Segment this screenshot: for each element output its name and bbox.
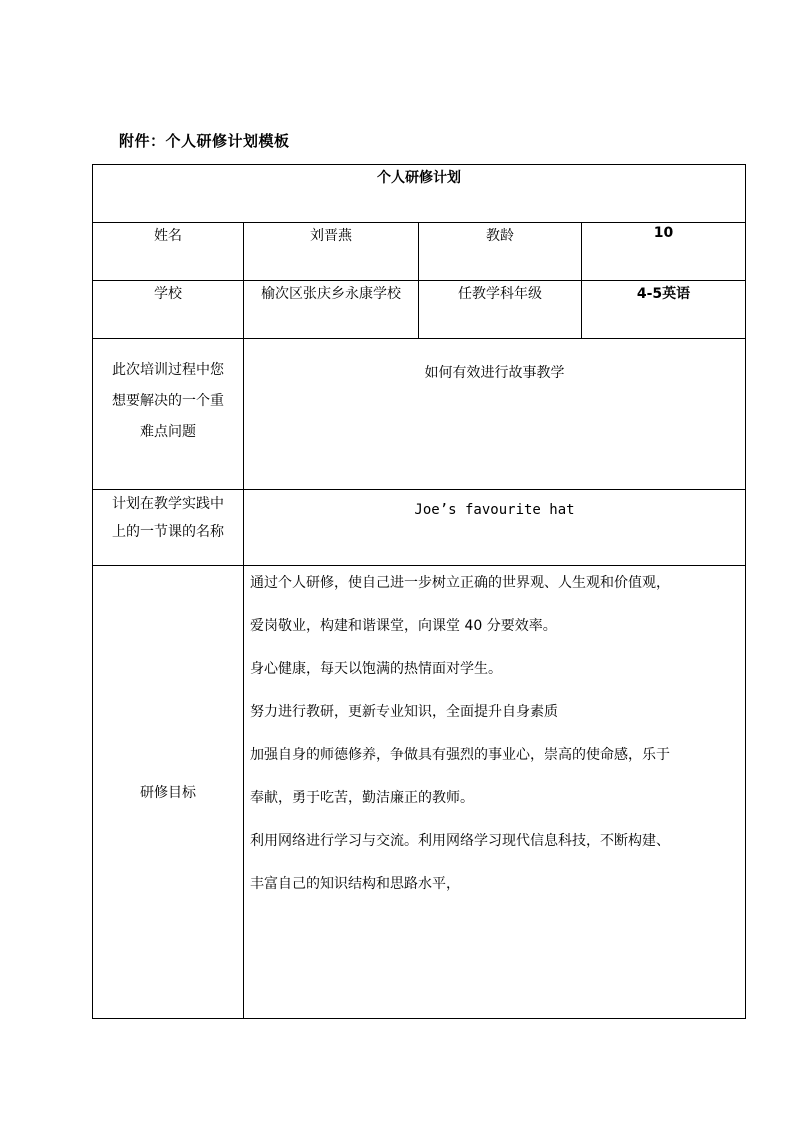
school-label: 学校 (93, 281, 244, 339)
goal-line: 利用网络进行学习与交流。利用网络学习现代信息科技，不断构建、 (250, 833, 670, 849)
goal-line: 身心健康，每天以饱满的热情面对学生。 (250, 661, 502, 677)
name-label: 姓名 (93, 223, 244, 281)
goal-line: 丰富自己的知识结构和思路水平， (250, 876, 460, 892)
problem-label-line: 想要解决的一个重 (112, 393, 224, 409)
problem-label (93, 339, 244, 490)
lesson-value: Joe’s favourite hat (244, 490, 746, 566)
problem-value-cell (244, 339, 746, 490)
name-value: 刘晋燕 (244, 223, 419, 281)
goal-line: 努力进行教研，更新专业知识，全面提升自身素质 (250, 704, 558, 720)
goals-content (244, 566, 746, 1019)
study-plan-table (92, 164, 746, 1019)
goal-line: 加强自身的师德修养，争做具有强烈的事业心，崇高的使命感，乐于 (250, 747, 670, 763)
page-heading: 附件：个人研修计划模板 (119, 132, 290, 150)
goal-line: 爱岗敬业，构建和谐课堂，向课堂 40 分要效率。 (250, 618, 557, 634)
subject-grade-label: 任教学科年级 (419, 281, 582, 339)
teaching-years-label: 教龄 (419, 223, 582, 281)
goal-line: 通过个人研修，使自己进一步树立正确的世界观、人生观和价值观， (250, 575, 670, 591)
goal-line: 奉献，勇于吃苦，勤洁廉正的教师。 (250, 790, 474, 806)
problem-label-line: 此次培训过程中您 (112, 362, 224, 378)
lesson-label-line: 上的一节课的名称 (112, 524, 224, 540)
teaching-years-value: 10 (582, 223, 746, 281)
goals-label: 研修目标 (93, 566, 244, 1019)
school-value: 榆次区张庆乡永康学校 (244, 281, 419, 339)
lesson-label-line: 计划在教学实践中 (112, 496, 224, 512)
table-title: 个人研修计划 (93, 165, 746, 223)
lesson-label (93, 490, 244, 566)
subject-grade-value: 4-5英语 (582, 281, 746, 339)
problem-value: 如何有效进行故事教学 (424, 365, 565, 381)
problem-label-line: 难点问题 (140, 424, 196, 440)
